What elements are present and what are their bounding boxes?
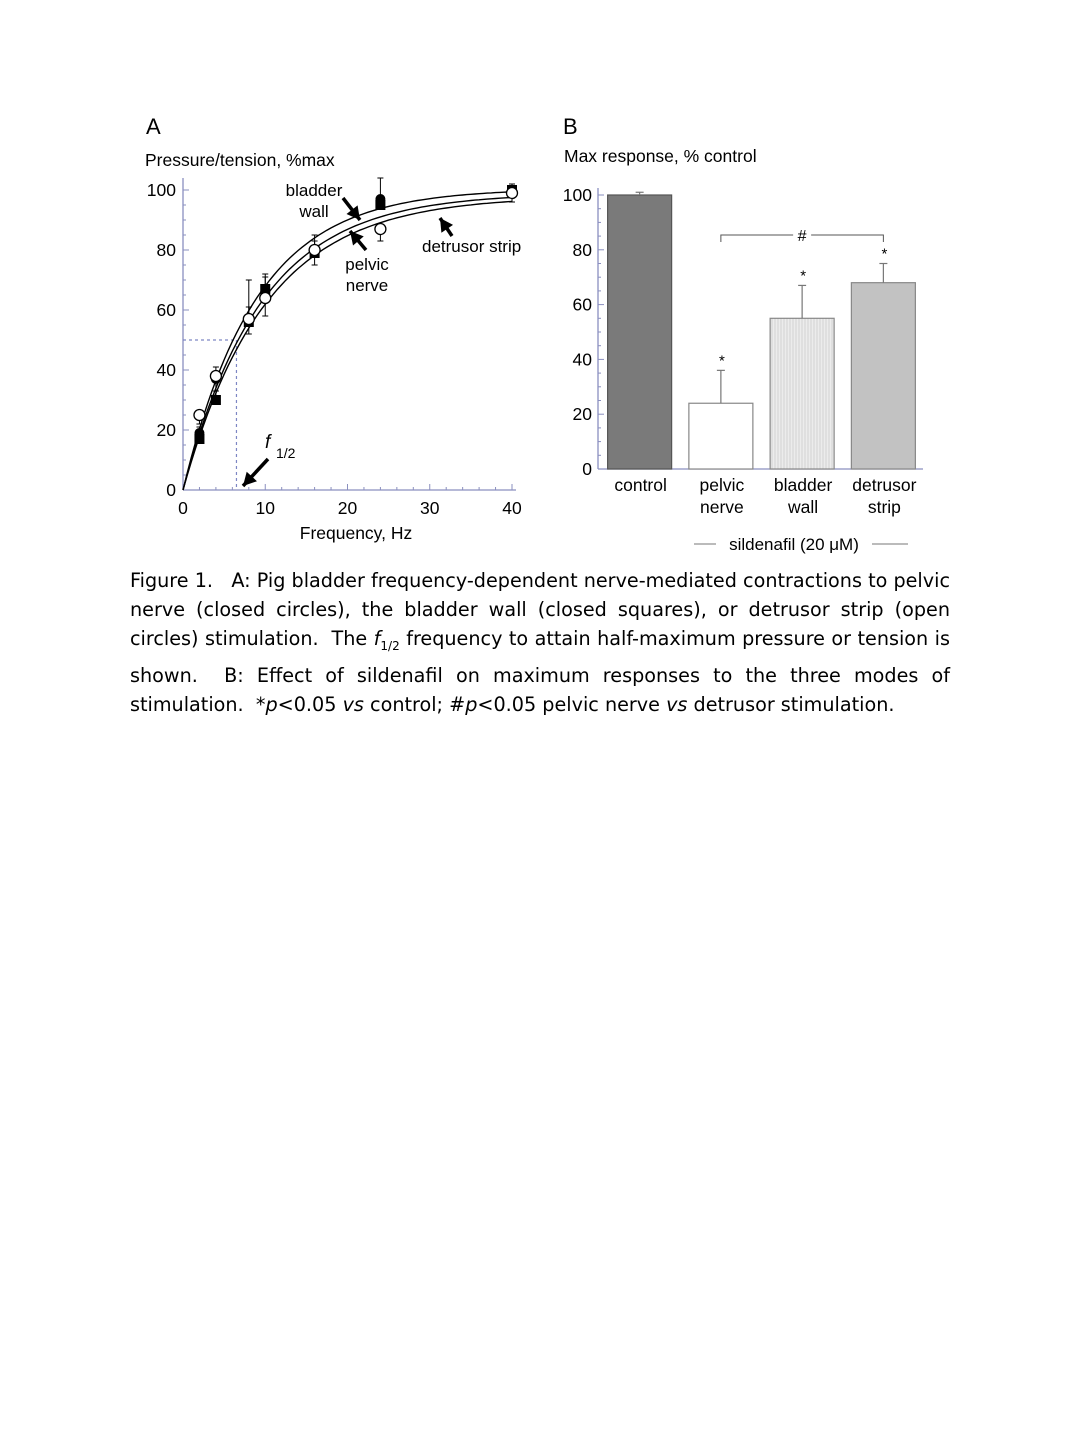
panel-b-significance-mark: * bbox=[718, 352, 725, 370]
panel-a-point-pelvic-nerve bbox=[375, 194, 385, 204]
caption-a-text2-post: frequency to attain half-maximum pressure or tension is shown. bbox=[130, 627, 950, 687]
panel-a-point-detrusor-strip bbox=[309, 245, 320, 256]
caption-a-head: A: bbox=[231, 569, 251, 592]
panel-a-y-tick-label: 60 bbox=[156, 300, 176, 320]
panel-a-point-detrusor-strip bbox=[194, 410, 205, 421]
figure-caption bbox=[130, 566, 950, 719]
panel-a-point-pelvic-nerve bbox=[194, 428, 204, 438]
panel-a-annotation-bladder-wall-line2: wall bbox=[299, 202, 329, 221]
panel-a-x-tick-label: 40 bbox=[502, 498, 522, 518]
panel-b-y-tick-label: 100 bbox=[562, 185, 592, 205]
panel-a-y-tick-label: 40 bbox=[156, 360, 176, 380]
panel-a-annotation-pelvic-nerve-line1: pelvic bbox=[345, 255, 389, 274]
panel-a-point-bladder-wall bbox=[211, 395, 221, 405]
panel-a-xlabel: Frequency, Hz bbox=[299, 523, 413, 543]
panel-a-annotation-detrusor-strip: detrusor strip bbox=[422, 237, 522, 256]
caption-sig1-p: p bbox=[265, 692, 278, 716]
panel-b-y-tick-label: 60 bbox=[572, 294, 592, 315]
caption-figure-number: Figure 1. bbox=[130, 569, 214, 592]
panel-a-label: A bbox=[146, 114, 161, 139]
caption-vs-1: vs bbox=[342, 692, 364, 716]
panel-b-category-label-line2: nerve bbox=[699, 497, 744, 517]
panel-b-y-tick-label: 40 bbox=[572, 349, 592, 370]
panel-b-bar-chart bbox=[563, 185, 923, 554]
panel-a-x-tick-label: 20 bbox=[337, 498, 358, 518]
panel-a-point-detrusor-strip bbox=[243, 314, 254, 325]
caption-sig1-value: <0.05 bbox=[277, 692, 337, 716]
panel-b-category-label-line1: detrusor bbox=[852, 475, 917, 495]
panel-b-bracket-label: # bbox=[797, 228, 807, 245]
panel-a-ylabel: Pressure/tension, %max bbox=[145, 150, 335, 170]
panel-a-annotation-bladder-wall-line1: bladder bbox=[285, 181, 343, 200]
caption-b-text: Effect of sildenafil on maximum responses to the three modes of stimulation. bbox=[130, 663, 951, 716]
panel-b-category-label-line1: control bbox=[614, 475, 667, 495]
panel-a-point-detrusor-strip bbox=[375, 224, 386, 235]
caption-a-text2-pre: The bbox=[331, 627, 368, 650]
caption-sig1-mark: * bbox=[255, 692, 266, 716]
panel-b-category-label-line2: strip bbox=[867, 497, 901, 517]
panel-b-group-label: sildenafil (20 μM) bbox=[729, 535, 859, 554]
caption-a-text1: Pig bladder frequency-dependent nerve-mediated contractions to pelvic nerve (closed circles), the bladder wall (closed squares), or detrusor strip (open circles) stimulation. bbox=[130, 569, 950, 650]
caption-vs-2: vs bbox=[666, 692, 688, 716]
panel-a-annotation-f-half: f bbox=[265, 432, 271, 453]
panel-b-label: B bbox=[563, 114, 578, 139]
panel-b-bar-bladder-wall bbox=[770, 318, 834, 469]
panel-b-category-label-line2: wall bbox=[788, 497, 819, 517]
panel-a-x-tick-label: 30 bbox=[420, 498, 440, 518]
panel-a-annotation-f-half-subscript: 1/2 bbox=[276, 445, 296, 461]
panel-b-y-tick-label: 80 bbox=[572, 239, 592, 260]
panel-b-bar-detrusor-strip bbox=[851, 283, 915, 469]
panel-b-category-label-line1: bladder bbox=[773, 475, 833, 495]
panel-a-line-chart bbox=[147, 178, 522, 518]
panel-b-category-label-line1: pelvic bbox=[699, 475, 745, 495]
caption-b-head: B: bbox=[224, 663, 244, 687]
panel-a-y-tick-label: 80 bbox=[156, 240, 176, 260]
caption-sig2-mark: # bbox=[449, 692, 466, 716]
panel-b-y-tick-label: 20 bbox=[572, 404, 592, 425]
panel-b-bar-control bbox=[608, 195, 672, 469]
caption-sig2-tail: detrusor stimulation. bbox=[693, 692, 895, 716]
panel-b-ylabel: Max response, % control bbox=[564, 146, 757, 166]
panel-a-y-tick-label: 0 bbox=[166, 480, 176, 500]
panel-b-significance-mark: * bbox=[881, 245, 888, 263]
panel-a-x-tick-label: 0 bbox=[178, 498, 188, 518]
panel-b-y-tick-label: 0 bbox=[582, 459, 592, 479]
caption-f-symbol: f bbox=[373, 627, 381, 650]
caption-sig2-p: p bbox=[465, 692, 478, 716]
panel-a-y-tick-label: 20 bbox=[156, 420, 176, 440]
panel-a-point-detrusor-strip bbox=[210, 371, 221, 382]
figure-canvas bbox=[0, 0, 1080, 560]
caption-f-subscript: 1/2 bbox=[380, 638, 400, 653]
panel-b-significance-mark: * bbox=[800, 267, 807, 285]
caption-sig1-tail: control; bbox=[370, 692, 444, 716]
caption-sig2-value: <0.05 pelvic nerve bbox=[477, 692, 660, 716]
panel-a-point-detrusor-strip bbox=[507, 188, 518, 199]
panel-a-point-detrusor-strip bbox=[260, 293, 271, 304]
panel-b-bar-pelvic-nerve bbox=[689, 403, 753, 469]
panel-a-y-tick-label: 100 bbox=[146, 180, 176, 200]
panel-a-annotation-pelvic-nerve-line2: nerve bbox=[345, 276, 389, 295]
panel-a-x-tick-label: 10 bbox=[255, 498, 275, 518]
